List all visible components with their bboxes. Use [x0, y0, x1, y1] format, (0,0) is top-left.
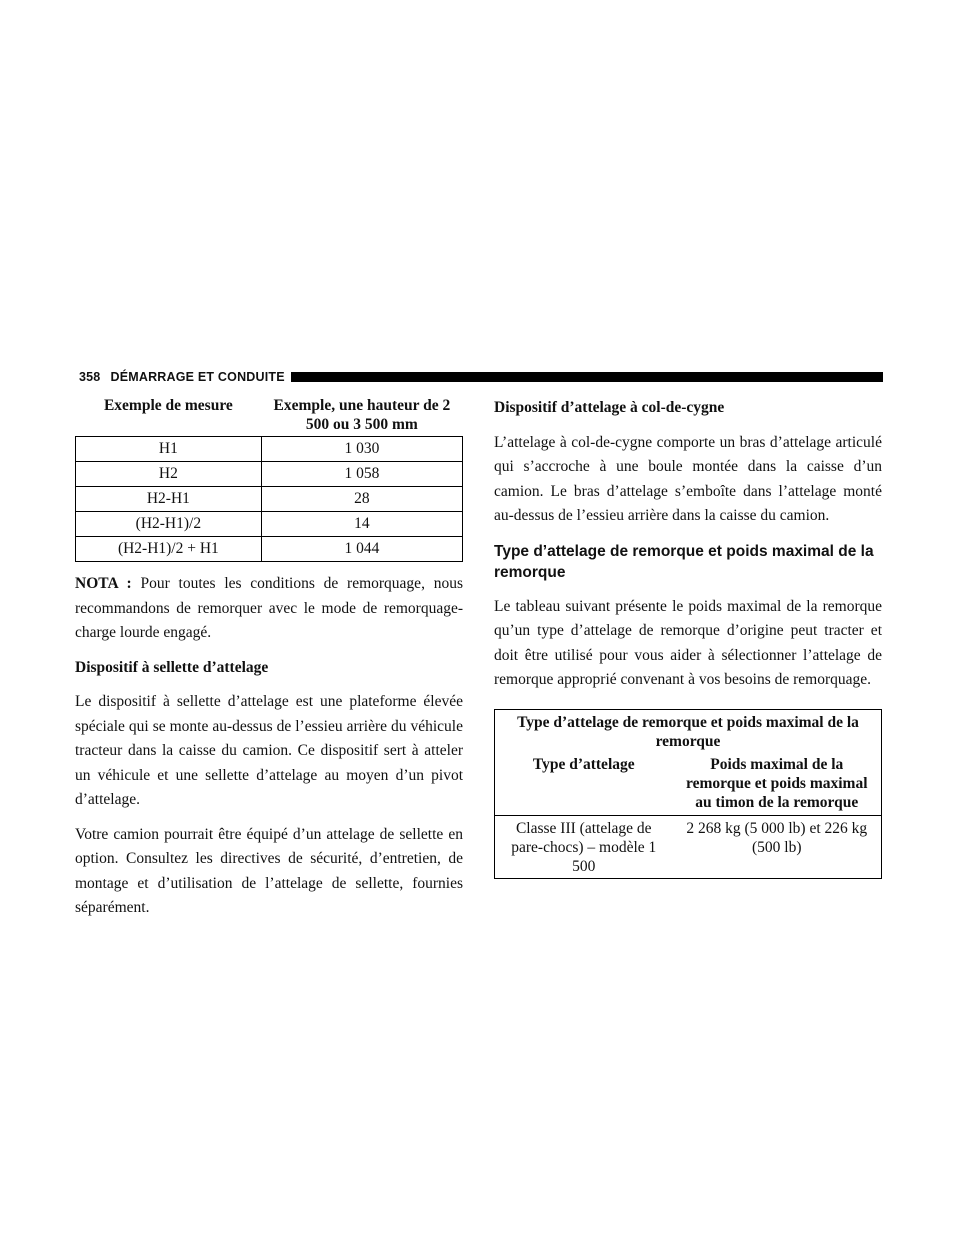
section-title: DÉMARRAGE ET CONDUITE	[110, 370, 285, 384]
paragraph-fifth-wheel-2: Votre camion pourrait être équipé d’un attelage de sellette en option. Consultez les directives de sécurité, d’entretien, de montage et d’utilisation de l’attelage de sellette, fournies séparément.	[75, 825, 463, 916]
table-row	[76, 512, 463, 537]
table-cell: H2-H1	[76, 487, 262, 512]
table-header-cell: Poids maximal de la remorque et poids maximal au timon de la remorque	[673, 753, 882, 816]
table-header-cell: Exemple de mesure	[103, 397, 233, 414]
paragraph-hitch-type: Le tableau suivant présente le poids maximal de la remorque qu’un type d’attelage de remorque d’origine peut tracter et doit être utilisé pour vous aider à sélectionner l’attelage de remorque approprié convenant à vos besoins de remorquage.	[494, 597, 882, 688]
table-cell: 1 058	[261, 462, 462, 487]
table-header-cell: Exemple, une hauteur de 2 500 ou 3 500 mm	[273, 397, 451, 433]
paragraph-gooseneck: L’attelage à col-de-cygne comporte un bras d’attelage articulé qui s’accroche à une boule montée dans la caisse d’un camion. Le bras d’attelage s’emboîte dans l’attelage monté au-dessus de l’essieu arrière dans la caisse du camion.	[494, 433, 882, 524]
measurement-table	[75, 396, 463, 562]
hitch-weight-table	[494, 709, 882, 879]
table-caption: Type d’attelage de remorque et poids maximal de la remorque	[495, 709, 882, 753]
table-cell: 1 030	[261, 437, 462, 462]
table-row	[76, 462, 463, 487]
table-cell: 1 044	[261, 537, 462, 562]
nota-text: Pour toutes les conditions de remorquage, nous recommandons de remorquer avec le mode de remorquage-charge lourde engagé.	[75, 575, 463, 641]
paragraph-fifth-wheel-1: Le dispositif à sellette d’attelage est une plateforme élevée spéciale qui se monte au-dessus de l’essieu arrière du véhicule tracteur dans la caisse du camion. Ce dispositif sert à atteler un véhicule et une sellette d’attelage au moyen d’un pivot d’attelage.	[75, 693, 463, 808]
page-header	[79, 366, 883, 388]
page-number: 358	[79, 370, 101, 384]
table-row	[495, 815, 882, 878]
table-row	[76, 437, 463, 462]
table-row	[76, 537, 463, 562]
table-cell: 28	[261, 487, 462, 512]
table-cell: 2 268 kg (5 000 lb) et 226 kg (500 lb)	[673, 815, 882, 878]
table-cell: 14	[261, 512, 462, 537]
heading-hitch-type: Type d’attelage de remorque et poids maximal de la remorque	[494, 542, 874, 581]
table-cell: H2	[76, 462, 262, 487]
nota-paragraph	[75, 572, 463, 646]
table-header-cell: Type d’attelage	[495, 753, 673, 816]
heading-gooseneck: Dispositif d’attelage à col-de-cygne	[494, 399, 725, 416]
header-rule	[291, 372, 883, 382]
right-column	[494, 396, 882, 879]
left-column	[75, 396, 463, 931]
table-cell: (H2-H1)/2 + H1	[76, 537, 262, 562]
table-cell: Classe III (attelage de pare-chocs) – modèle 1 500	[495, 815, 673, 878]
nota-label: NOTA :	[75, 575, 132, 592]
table-cell: H1	[76, 437, 262, 462]
table-row	[76, 487, 463, 512]
table-cell: (H2-H1)/2	[76, 512, 262, 537]
heading-fifth-wheel: Dispositif à sellette d’attelage	[75, 658, 269, 676]
